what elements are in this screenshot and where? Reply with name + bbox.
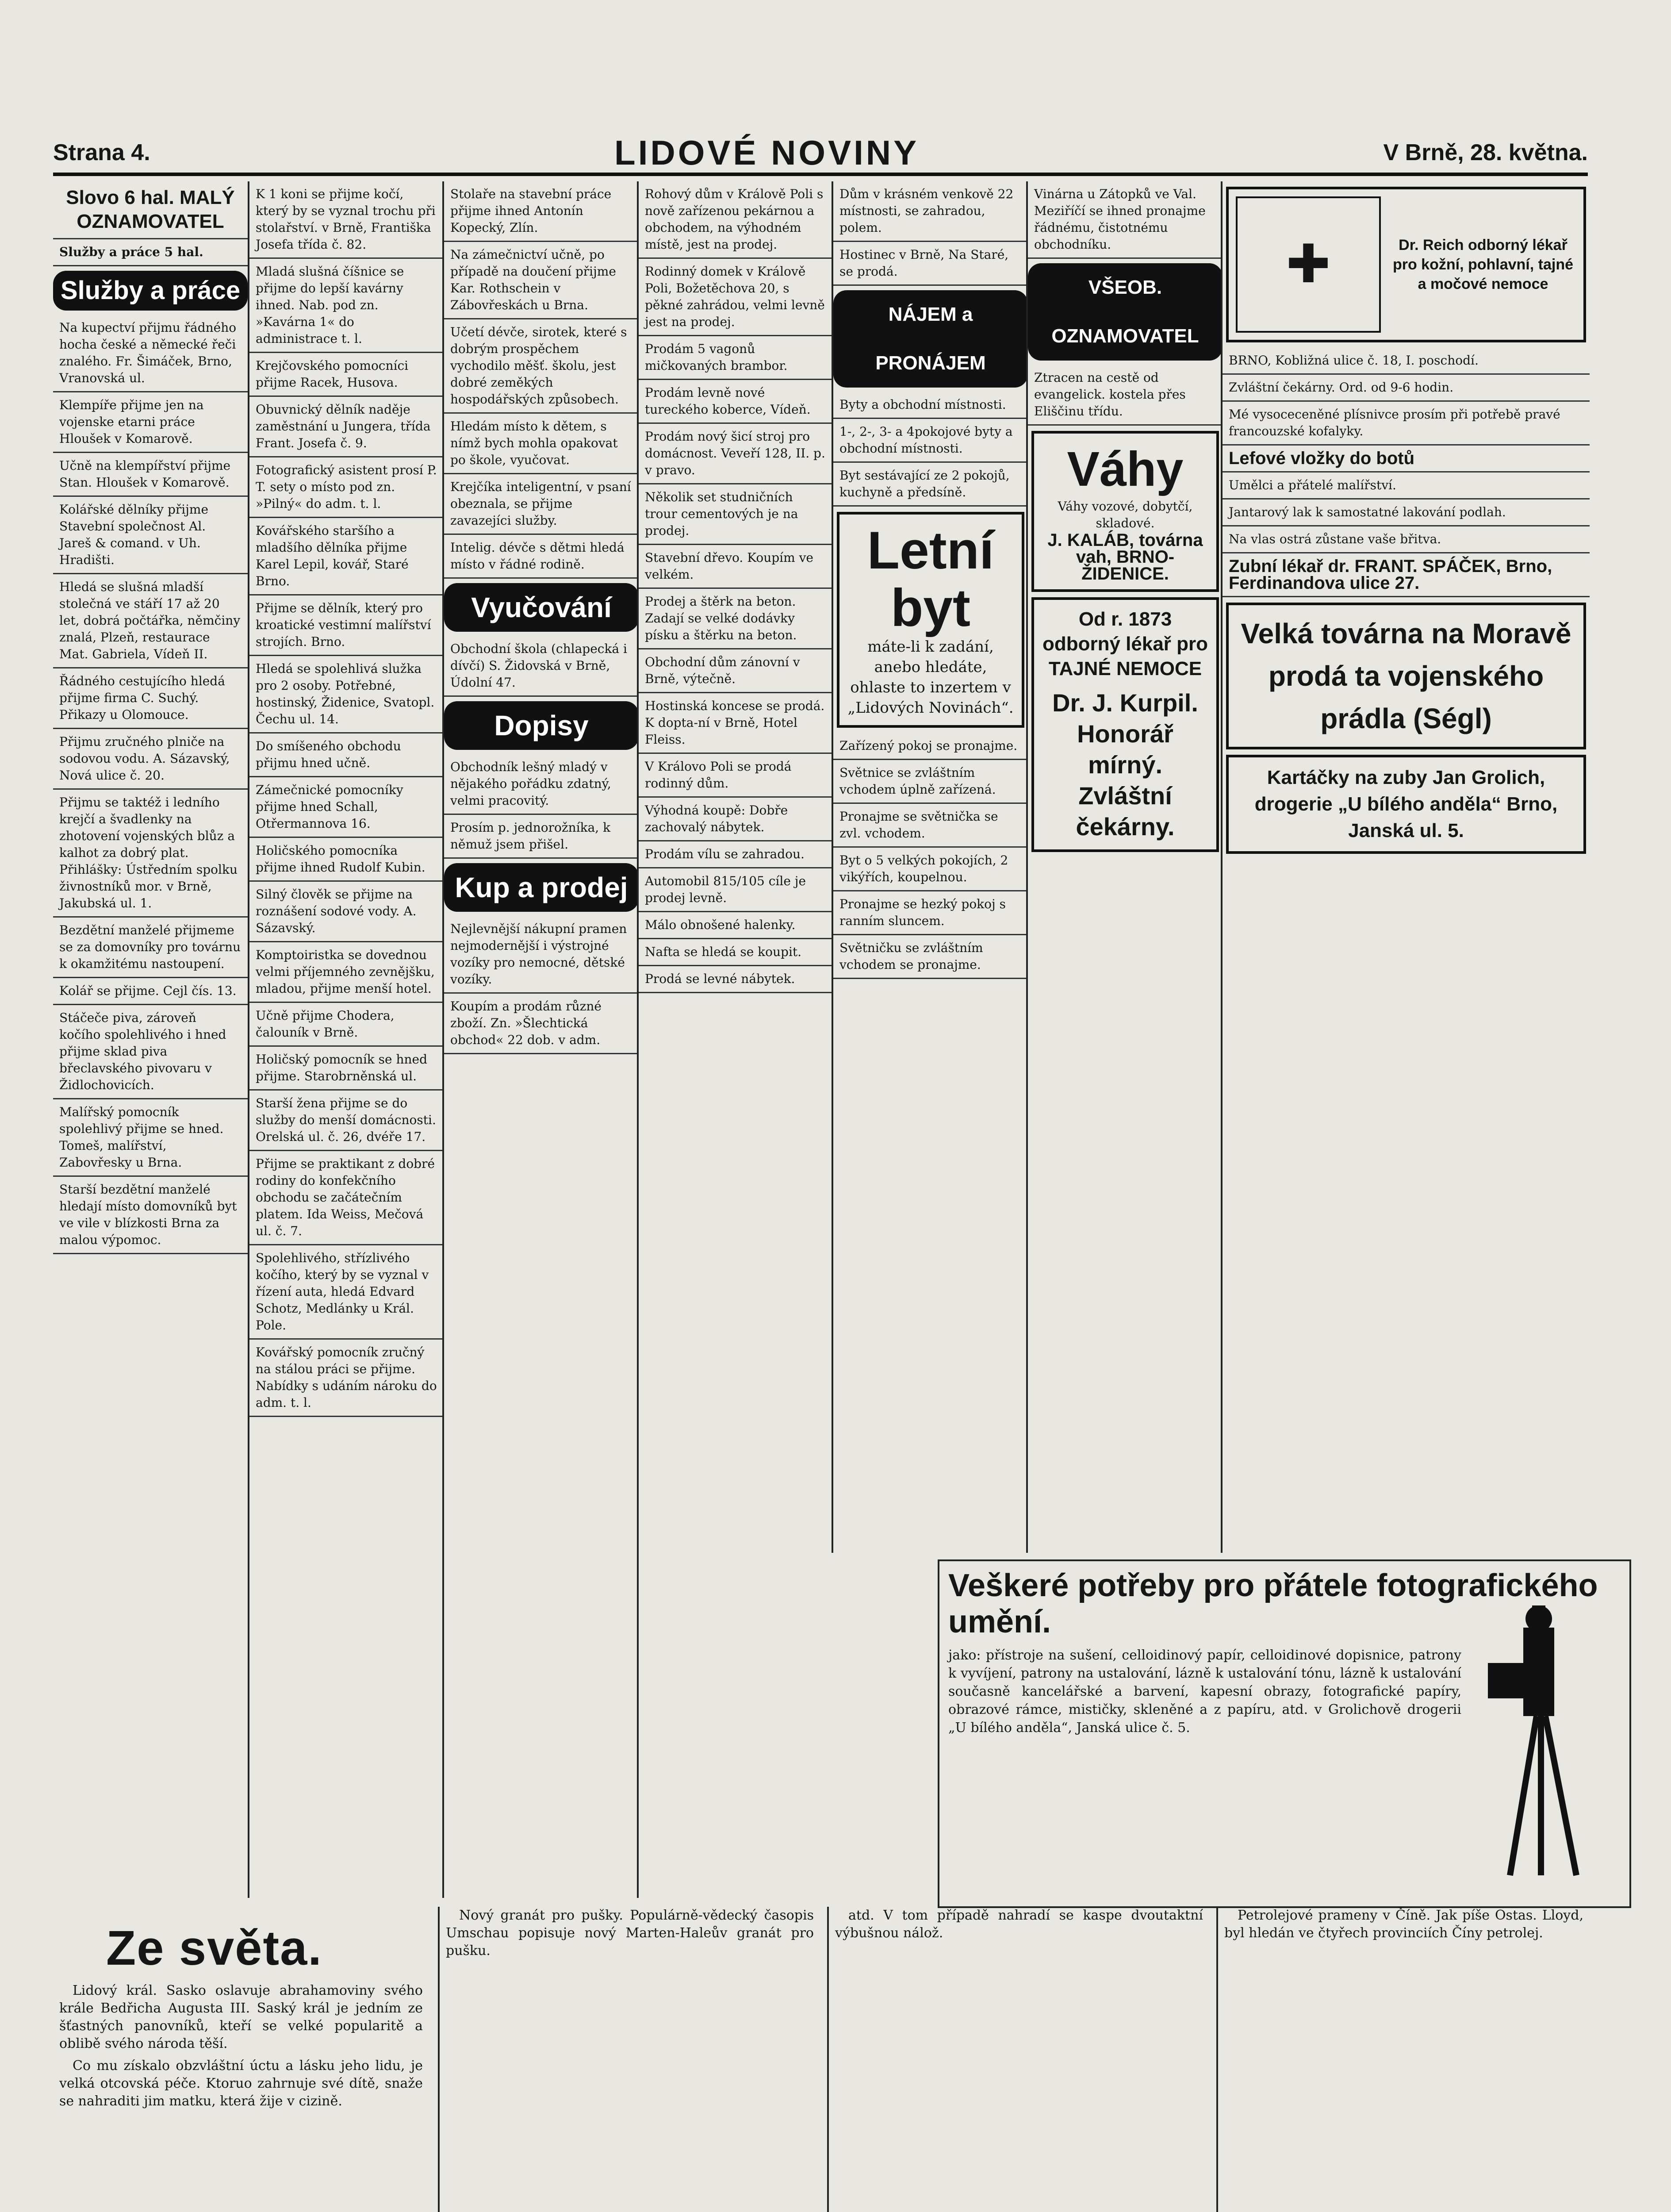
classified-ad: Holičský pomocník se hned přijme. Starobrněnská ul. — [249, 1047, 444, 1091]
laundry-ad — [1226, 603, 1586, 749]
article-paragraph: Nový granát pro pušky. Populárně-vědecký časopis Umschau popisuje nový Marten-Haleův granát pro pušku. — [446, 1908, 814, 1959]
classified-ad: Starší bezdětní manželé hledají místo domovníků byt ve vile v blízkosti Brna za malou výpomoc. — [53, 1177, 248, 1254]
classified-ad: Světnice se zvláštním vchodem úplně zařízená. — [833, 760, 1028, 804]
classified-ad: Obchodní dům zánovní v Brně, výtečně. — [639, 649, 833, 693]
column-1 — [53, 181, 248, 1898]
letters-banner: Dopisy — [444, 701, 639, 750]
photographer-illustration-icon — [1470, 1601, 1612, 1884]
scales-maker: J. KALÁB, továrna vah, BRNO-ŽIDENICE. — [1047, 530, 1203, 584]
dateline: V Brně, 28. května. — [1383, 140, 1588, 165]
photo-supplies-ad — [938, 1559, 1631, 1908]
classified-ad: Kolářské dělníky přijme Stavební společnost Al. Jareš & comand. v Uh. Hradišti. — [53, 497, 248, 574]
dr-reich-ad — [1226, 187, 1586, 342]
classified-ad: Vinárna u Zátopků ve Val. Meziříčí se ihned pronajme řádnému, čistotnému obchodníku. — [1028, 181, 1223, 259]
classified-ad: Kolář se přijme. Cejl čís. 13. — [53, 978, 248, 1005]
classified-ad: Několik set studničních trour cementových je na prodej. — [639, 484, 833, 545]
scales-ad — [1031, 431, 1219, 592]
classified-ad: Do smíšeného obchodu přijmu hned učně. — [249, 733, 444, 777]
classified-ad: Zařízený pokoj se pronajme. — [833, 733, 1028, 760]
classified-ad: Hledám místo k dětem, s nímž bych mohla opakovat po škole, vyučovat. — [444, 414, 639, 474]
column-7 — [1221, 181, 1590, 1553]
classified-ad: Hledá se slušná mladší stolečná ve stáří 17 až 20 let, dobrá počtářka, němčiny znalá, Plzeň, restaurace Mat. Gabriela, Vídeň II. — [53, 574, 248, 668]
classified-ad: K 1 koni se přijme kočí, který by se vyznal trochu při stolařství. v Brně, Františka Josefa třída č. 82. — [249, 181, 444, 259]
classified-ad: Byt o 5 velkých pokojích, 2 vikýřích, koupelnou. — [833, 848, 1028, 891]
classified-ad: Koupím a prodám různé zboží. Zn. »Šlechtická obchod« 22 dob. v adm. — [444, 994, 639, 1054]
classified-ad: Hostinská koncese se prodá. K dopta-ní v Brně, Hotel Fleiss. — [639, 693, 833, 754]
services-banner: Služby a práce — [53, 271, 248, 311]
classified-ad: Učně přijme Chodera, čalouník v Brně. — [249, 1003, 444, 1047]
doctor-headline: Od r. 1873 odborný lékař pro TAJNÉ NEMOCE — [1042, 608, 1208, 680]
classified-ad: Hledá se spolehlivá služka pro 2 osoby. Potřebné, hostinský, Židenice, Svatopl. Čechu ul. 14. — [249, 656, 444, 733]
classified-ad: 1-, 2-, 3- a 4pokojové byty a obchodní místnosti. — [833, 419, 1028, 463]
classified-ad: Prodej a štěrk na beton. Zadají se velké dodávky písku a štěrku na beton. — [639, 589, 833, 649]
classified-ad: Obchodní škola (chlapecká i dívčí) S. Židovská v Brně, Údolní 47. — [444, 636, 639, 697]
classified-ad: Lefové vložky do botů — [1223, 445, 1590, 472]
classified-ad: Klempíře přijme jen na vojenske etarni práce Hloušek v Komarově. — [53, 392, 248, 453]
classified-ad: Rohový dům v Králově Poli s nově zařízenou pekárnou a obchodem, na výhodném místě, jest na prodej. — [639, 181, 833, 259]
classified-ad: Pronajme se hezký pokoj s ranním sluncem. — [833, 891, 1028, 935]
classified-ad: Zubní lékař dr. FRANT. SPÁČEK, Brno, Ferdinandova ulice 27. — [1223, 553, 1590, 597]
classified-ad: Dům v krásném venkově 22 místnosti, se zahradou, polem. — [833, 181, 1028, 242]
classified-ad: Nejlevnější nákupní pramen nejmodernější i výstrojné vozíky pro nemocné, dětské vozíky. — [444, 916, 639, 994]
article-paragraph: Petrolejové prameny v Číně. Jak píše Ostas. Lloyd, byl hledán ve čtyřech provinciích Číny petrolej. — [1224, 1908, 1583, 1941]
page-number: Strana 4. — [53, 140, 150, 165]
classified-ad: Pronajme se světnička se zvl. vchodem. — [833, 804, 1028, 848]
article-paragraph: Co mu získalo obzvláštní úctu a lásku jeho lidu, je velká otcovská péče. Ktoruo zahrnuje své dítě, snaže se nahraditi jim matku, která žije v cizině. — [59, 2058, 423, 2109]
article-paragraph: atd. V tom případě nahradí se kaspe dvoutaktní výbušnou nálož. — [835, 1908, 1203, 1941]
world-section-title: Ze světa. — [106, 1921, 322, 1975]
classified-ad: Holičského pomocníka přijme ihned Rudolf Kubin. — [249, 838, 444, 882]
paper-title: LIDOVÉ NOVINY — [614, 133, 920, 172]
classified-ad: Intelig. dévče s dětmi hledá místo v řádné rodině. — [444, 535, 639, 579]
classified-ad: Zvláštní čekárny. Ord. od 9-6 hodin. — [1223, 375, 1590, 402]
classified-ad: Rodinný domek v Králově Poli, Božetěchova 20, s pěkné zahrádou, velmi levně jest na prodej. — [639, 259, 833, 336]
classified-ad: Učně na klempířství přijme Stan. Hloušek v Komarově. — [53, 453, 248, 497]
summer-flat-ad — [837, 512, 1024, 728]
classified-ad: Kovářský pomocník zručný na stálou práci se přijme. Nabídky s udáním nároku do adm. t. l. — [249, 1340, 444, 1417]
classified-ad: Přijme se dělník, který pro kroatické vestimní malířství strojích. Brno. — [249, 595, 444, 656]
column-3 — [442, 181, 639, 1898]
classified-ad: Fotografický asistent prosí P. T. sety o místo pod zn. »Pilný« do adm. t. l. — [249, 457, 444, 518]
toothbrush-ad — [1226, 755, 1586, 854]
classified-ad: Na zámečnictví učně, po případě na doučení přijme Kar. Rothschein v Zábovřeskách u Brna. — [444, 242, 639, 319]
classified-ad: Komptoiristka se dovednou velmi příjemného zevnějšku, mladou, přijme menší hotel. — [249, 942, 444, 1003]
photo-ad-title: Veškeré potřeby pro přátele fotografického umění. — [948, 1568, 1598, 1640]
notices-banner: VŠEOB. OZNAMOVATEL — [1028, 263, 1223, 361]
scales-desc: Váhy vozové, dobytčí, skladové. — [1058, 499, 1193, 530]
classified-ad: Prodám vílu se zahradou. — [639, 841, 833, 868]
world-column-3 — [827, 1907, 1209, 2212]
classified-ad: Prodám nový šicí stroj pro domácnost. Veveří 128, II. p. v pravo. — [639, 424, 833, 484]
column-4 — [637, 181, 833, 1898]
classified-ad: Spolehlivého, střízlivého kočího, který by se vyznal v řízení auta, hledá Edvard Schotz, Medlánky u Král. Pole. — [249, 1245, 444, 1340]
classified-ad: Přijme se praktikant z dobré rodiny do konfekčního obchodu se začátečním platem. Ida Weiss, Mečová ul. č. 7. — [249, 1151, 444, 1245]
classified-ad: Byt sestávající ze 2 pokojů, kuchyně a předsíně. — [833, 463, 1028, 507]
classified-ad: Mé vysoceceněné plísnivce prosím při potřebě pravé francouzské kofalyky. — [1223, 402, 1590, 445]
classified-ad: Umělci a přátelé malířství. — [1223, 472, 1590, 499]
classified-ad: Byty a obchodní místnosti. — [833, 392, 1028, 419]
world-column-2 — [438, 1907, 820, 2212]
column-2 — [248, 181, 444, 1898]
classified-ad: Jantarový lak k samostatné lakování podlah. — [1223, 499, 1590, 526]
classified-ad: Přijmu se taktéž i ledního krejčí a švadlenky na zhotovení vojenských blůz a kalhot za dobrý plat. Přihlášky: Ústředním spolku živnostníků mor. v Brně, Jakubská ul. 1. — [53, 790, 248, 918]
rent-banner: NÁJEM a PRONÁJEM — [833, 290, 1028, 388]
classified-ad: Prosím p. jednorožníka, k němuž jsem přišel. — [444, 815, 639, 859]
classified-ad: Stolaře na stavební práce přijme ihned Antonín Kopecký, Zlín. — [444, 181, 639, 242]
classified-ad: Automobil 815/105 cíle je prodej levně. — [639, 868, 833, 912]
article-paragraph: Lidový král. Sasko oslavuje abrahamoviny svého krále Bedřicha Augusta III. Saský král je jedním ze šťastných panovníků, kteří se velké popularitě a oblibě svého národa těší. — [59, 1983, 423, 2051]
classified-ad: Přijmu zručného plniče na sodovou vodu. A. Sázavský, Nová ulice č. 20. — [53, 729, 248, 790]
cross-emblem-icon: ✚ — [1236, 196, 1381, 333]
classified-ad: Ztracen na cestě od evangelick. kostela přes Eliščinu třídu. — [1028, 365, 1223, 426]
classified-ad: Stavební dřevo. Koupím ve velkém. — [639, 545, 833, 589]
classified-ad: Mladá slušná číšnice se přijme do lepší kavárny ihned. Nab. pod zn. »Kavárna 1« do administrace t. l. — [249, 259, 444, 353]
classified-ad: V Královo Poli se prodá rodinný dům. — [639, 754, 833, 798]
doctor-name: Dr. J. Kurpil. Honorář mírný. Zvláštní čekárny. — [1052, 689, 1198, 841]
classified-ad: BRNO, Kobližná ulice č. 18, I. poschodí. — [1223, 348, 1590, 375]
classified-ad: Řádného cestujícího hledá přijme firma C. Suchý. Přikazy u Olomouce. — [53, 668, 248, 729]
classified-ad: Světničku se zvláštním vchodem se pronajme. — [833, 935, 1028, 979]
classified-ad: Silný člověk se přijme na roznášení sodové vody. A. Sázavský. — [249, 882, 444, 942]
buy-sell-banner: Kup a prodej — [444, 863, 639, 912]
photo-ad-body: jako: přístroje na sušení, celloidinový papír, celloidinové dopisnice, patrony k vyvíjení, patrony na ustalování, lázně k ustalování tónu, lázně k ustalování současně kancelářské a barvení, kapesní obrazy, fotografické papíry, obrazové rámce, mističky, skleněné a z papíru, atd. v Grolichově drogerii „U bílého anděla“, Janská ulice č. 5. — [948, 1647, 1461, 1736]
classified-ad: Zámečnické pomocníky přijme hned Schall, Otřermannova 16. — [249, 777, 444, 838]
classified-ad: Prodám levně nové tureckého koberce, Vídeň. — [639, 380, 833, 424]
classified-heading: Slovo 6 hal. MALÝ OZNAMOVATEL — [53, 181, 248, 239]
teaching-banner: Vyučování — [444, 583, 639, 632]
classified-ad: Hostinec v Brně, Na Staré, se prodá. — [833, 242, 1028, 286]
classified-ad: Málo obnošené halenky. — [639, 912, 833, 939]
world-column-4 — [1216, 1907, 1590, 2212]
laundry-text: Velká továrna na Moravě prodá ta vojenského prádla (Ségl) — [1241, 618, 1571, 734]
classified-ad: Učetí dévče, sirotek, které s dobrým prospěchem vychodilo měšť. školu, jest dobré zeměkých hospodářských způsobech. — [444, 319, 639, 414]
dr-reich-text: Dr. Reich odborný lékař pro kožní, pohlavní, tajné a močové nemoce — [1392, 237, 1574, 292]
classified-ad: Obuvnický dělník naděje zaměstnání u Jungera, třída Frant. Josefa č. 9. — [249, 397, 444, 457]
classified-ad: Nafta se hledá se koupit. — [639, 939, 833, 966]
masthead — [53, 133, 1588, 176]
summer-flat-title: Letní byt — [867, 521, 994, 637]
classified-ad: Krejčovského pomocníci přijme Racek, Husova. — [249, 353, 444, 397]
column-5 — [832, 181, 1028, 1553]
classified-ad: Obchodník lešný mladý v nějakého pořádku zdatný, velmi pracovitý. — [444, 754, 639, 815]
classified-ad: Stáčeče piva, zároveň kočího spolehlivého i hned přijme sklad piva břeclavského pivovaru v Židlochovicích. — [53, 1005, 248, 1099]
classified-ad: Bezdětní manželé přijmeme se za domovníky pro továrnu k okamžitému nastoupení. — [53, 918, 248, 978]
summer-flat-text: máte-li k zadání, anebo hledáte, ohlaste to inzertem v „Lidových Novinách“. — [847, 638, 1014, 717]
services-subheading: Služby a práce 5 hal. — [53, 239, 248, 266]
classified-ad: Malířský pomocník spolehlivý přijme se hned. Tomeš, malířství, Zabovřesky u Brna. — [53, 1099, 248, 1177]
classified-ad: Krejčíka inteligentní, v psaní obeznala, se přijme zavazejíci služby. — [444, 474, 639, 535]
toothbrush-text: Kartáčky na zuby Jan Grolich, drogerie „U bílého anděla“ Brno, Janská ul. 5. — [1254, 767, 1558, 841]
scales-title: Váhy — [1067, 442, 1184, 496]
classified-ad: Prodám 5 vagonů mičkovaných brambor. — [639, 336, 833, 380]
column-6 — [1026, 181, 1223, 1553]
classified-ad: Na vlas ostrá zůstane vaše břitva. — [1223, 526, 1590, 553]
classified-ad: Výhodná koupě: Dobře zachovalý nábytek. — [639, 798, 833, 841]
classified-ad: Na kupectví přijmu řádného hocha české a německé řeči znalého. Fr. Šimáček, Brno, Vranovská ul. — [53, 315, 248, 392]
world-column-1 — [53, 1982, 429, 2212]
classified-ad: Prodá se levné nábytek. — [639, 966, 833, 993]
classified-ad: Starší žena přijme se do služby do menší domácnosti. Orelská ul. č. 26, dvéře 17. — [249, 1091, 444, 1151]
classified-ad: Kovářského staršího a mladšího dělníka přijme Karel Lepil, kovář, Staré Brno. — [249, 518, 444, 595]
doctor-ad — [1031, 597, 1219, 852]
